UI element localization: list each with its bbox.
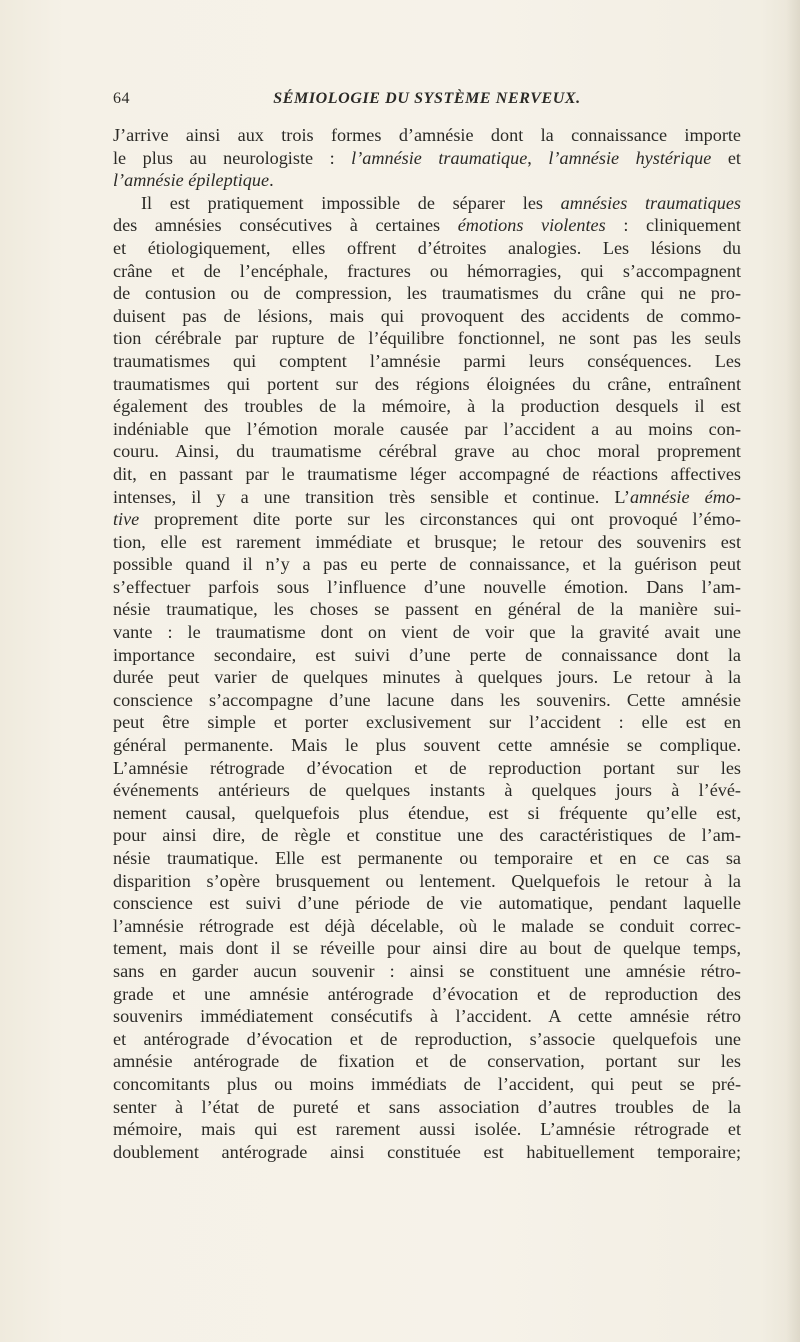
text-line [113,711,741,734]
text-run: indéniable que l’émotion morale causée par l’accident a au moins con- [113,418,741,439]
text-run: nésie traumatique. Elle est permanente ou temporaire et en ce cas sa [113,848,741,868]
text-run: général permanente. Mais le plus souvent cette amnésie se complique. [113,735,741,756]
text-line [113,147,741,170]
text-run: et antérograde d’évocation et de reproduction, s’associe quelquefois une [113,1028,741,1049]
text-line [113,395,741,418]
text-line [113,757,741,780]
page-number: 64 [113,90,130,107]
text-run: sans en garder aucun souvenir : ainsi se constituent une amnésie rétro- [113,960,741,981]
text-run: intenses, il y a une transition très sensible et continue. L’ [113,486,630,507]
text-line [113,192,741,215]
text-run: Il est pratiquement impossible de séparer les [141,192,561,213]
text-line [113,870,741,893]
italic-term: tive [113,509,140,530]
text-run: importance secondaire, est suivi d’une perte de connaissance dont la [113,644,741,665]
text-run: crâne et de l’encéphale, fractures ou hémorragies, qui s’accompagnent [113,260,741,281]
text-line [113,937,741,960]
text-line [113,440,741,463]
text-run: nement causal, quelquefois plus étendue, est si fréquente qu’elle est, [113,802,741,823]
text-run: mémoire, mais qui est rarement aussi isolée. L’amnésie rétrograde et [113,1119,741,1140]
text-run: traumatismes qui portent sur des régions éloignées du crâne, entraînent [113,373,741,394]
text-run: nésie traumatique, les choses se passent en général de la manière sui- [113,599,741,620]
text-line [113,824,741,847]
text-line [113,531,741,554]
text-line [113,1028,741,1051]
text-run: senter à l’état de pureté et sans association d’autres troubles de la [113,1096,741,1117]
text-run: tement, mais dont il se réveille pour ainsi dire au bout de quelque temps, [113,938,741,959]
text-run: des amnésies consécutives à certaines [113,215,458,236]
text-run: tion cérébrale par rupture de l’équilibre fonctionnel, ne sont pas les seuls [113,328,741,349]
text-line [113,1073,741,1096]
text-line [113,689,741,712]
text-line [113,779,741,802]
text-run: durée peut varier de quelques minutes à quelques jours. Le retour à la [113,667,741,688]
text-run: doublement antérograde ainsi constituée est habituellement temporaire; [113,1141,741,1162]
text-line [113,237,741,260]
text-run: tion, elle est rarement immédiate et brusque; le retour des souvenirs est [113,531,741,552]
text-run: s’effectuer parfois sous l’influence d’une nouvelle émotion. Dans l’am- [113,576,741,597]
text-run: . [269,170,274,191]
text-line [113,1050,741,1073]
text-run: et étiologiquement, elles offrent d’étroites analogies. Les lésions du [113,237,741,258]
text-line [113,734,741,757]
text-line [113,282,741,305]
text-run: l’amnésie rétrograde est déjà décelable, où le malade se conduit correc- [113,915,741,936]
text-run: duisent pas de lésions, mais qui provoquent des accidents de commo- [113,305,741,326]
text-line [113,915,741,938]
italic-term: l’amnésie épileptique [113,170,270,191]
text-run: souvenirs immédiatement consécutifs à l’accident. A cette amnésie rétro [113,1006,741,1027]
text-line [113,350,741,373]
text-line [113,260,741,283]
text-line [113,892,741,915]
text-run: , [527,147,549,168]
text-run: grade et une amnésie antérograde d’évocation et de reproduction des [113,983,741,1004]
italic-term: amnésie émo- [629,486,741,507]
text-run: J’arrive ainsi aux trois formes d’amnésie dont la connaissance importe [113,125,741,145]
text-line [113,666,741,689]
text-run: de contusion ou de compression, les traumatismes du crâne qui ne pro- [113,283,741,304]
text-line [113,486,741,509]
text-run: conscience est suivi d’une période de vie automatique, pendant laquelle [113,893,741,914]
text-run: vante : le traumatisme dont on vient de voir que la gravité avait une [113,622,741,643]
text-run: amnésie antérograde de fixation et de conservation, portant sur les [113,1051,741,1072]
page-edge-shadow [786,0,800,1342]
text-line [113,508,741,531]
text-line [113,327,741,350]
text-run: pour ainsi dire, de règle et constitue une des caractéristiques de l’am- [113,825,741,846]
text-line [113,598,741,621]
text-line [113,1005,741,1028]
italic-term: émotions violentes [457,215,606,236]
italic-term: l’amnésie hystérique [548,147,712,168]
text-line [113,1141,741,1164]
page-header [113,90,741,114]
text-run: traumatismes qui comptent l’amnésie parmi leurs conséquences. Les [113,350,741,371]
text-line [113,983,741,1006]
text-line [113,802,741,825]
text-line [113,847,741,870]
text-run: proprement dite porte sur les circonstances qui ont provoqué l’émo- [139,509,741,530]
text-line [113,214,741,237]
text-line [113,1096,741,1119]
text-line [113,644,741,667]
text-line [113,169,741,192]
text-run: peut être simple et porter exclusivement sur l’accident : elle est en [113,712,741,733]
text-run: et [711,147,741,168]
text-run: dit, en passant par le traumatisme léger accompagné de réactions affectives [113,463,741,484]
running-head: SÉMIOLOGIE DU SYSTÈME NERVEUX. [273,90,581,107]
text-run: concomitants plus ou moins immédiats de l’accident, qui peut se pré- [113,1073,741,1094]
text-line [113,463,741,486]
text-run: couru. Ainsi, du traumatisme cérébral grave au choc moral proprement [113,441,741,462]
text-run: également des troubles de la mémoire, à la production desquels il est [113,396,741,417]
text-run: : cliniquement [605,215,741,236]
body-text [113,124,741,1163]
text-line [113,621,741,644]
text-line [113,960,741,983]
text-line [113,1118,741,1141]
text-line [113,373,741,396]
text-line [113,418,741,441]
italic-term: l’amnésie traumatique [351,147,528,168]
text-line [113,576,741,599]
text-run: L’amnésie rétrograde d’évocation et de reproduction portant sur les [113,757,741,778]
text-run: disparition s’opère brusquement ou lentement. Quelquefois le retour à la [113,870,741,891]
text-run: le plus au neurologiste : [113,147,352,168]
text-line [113,305,741,328]
text-run: conscience s’accompagne d’une lacune dans les souvenirs. Cette amnésie [113,689,741,710]
text-run: possible quand il n’y a pas eu perte de connaissance, et la guérison peut [113,554,741,575]
text-line [113,553,741,576]
italic-term: amnésies traumatiques [560,192,741,213]
text-run: événements antérieurs de quelques instants à quelques jours à l’évé- [113,780,741,801]
text-line [113,124,741,147]
